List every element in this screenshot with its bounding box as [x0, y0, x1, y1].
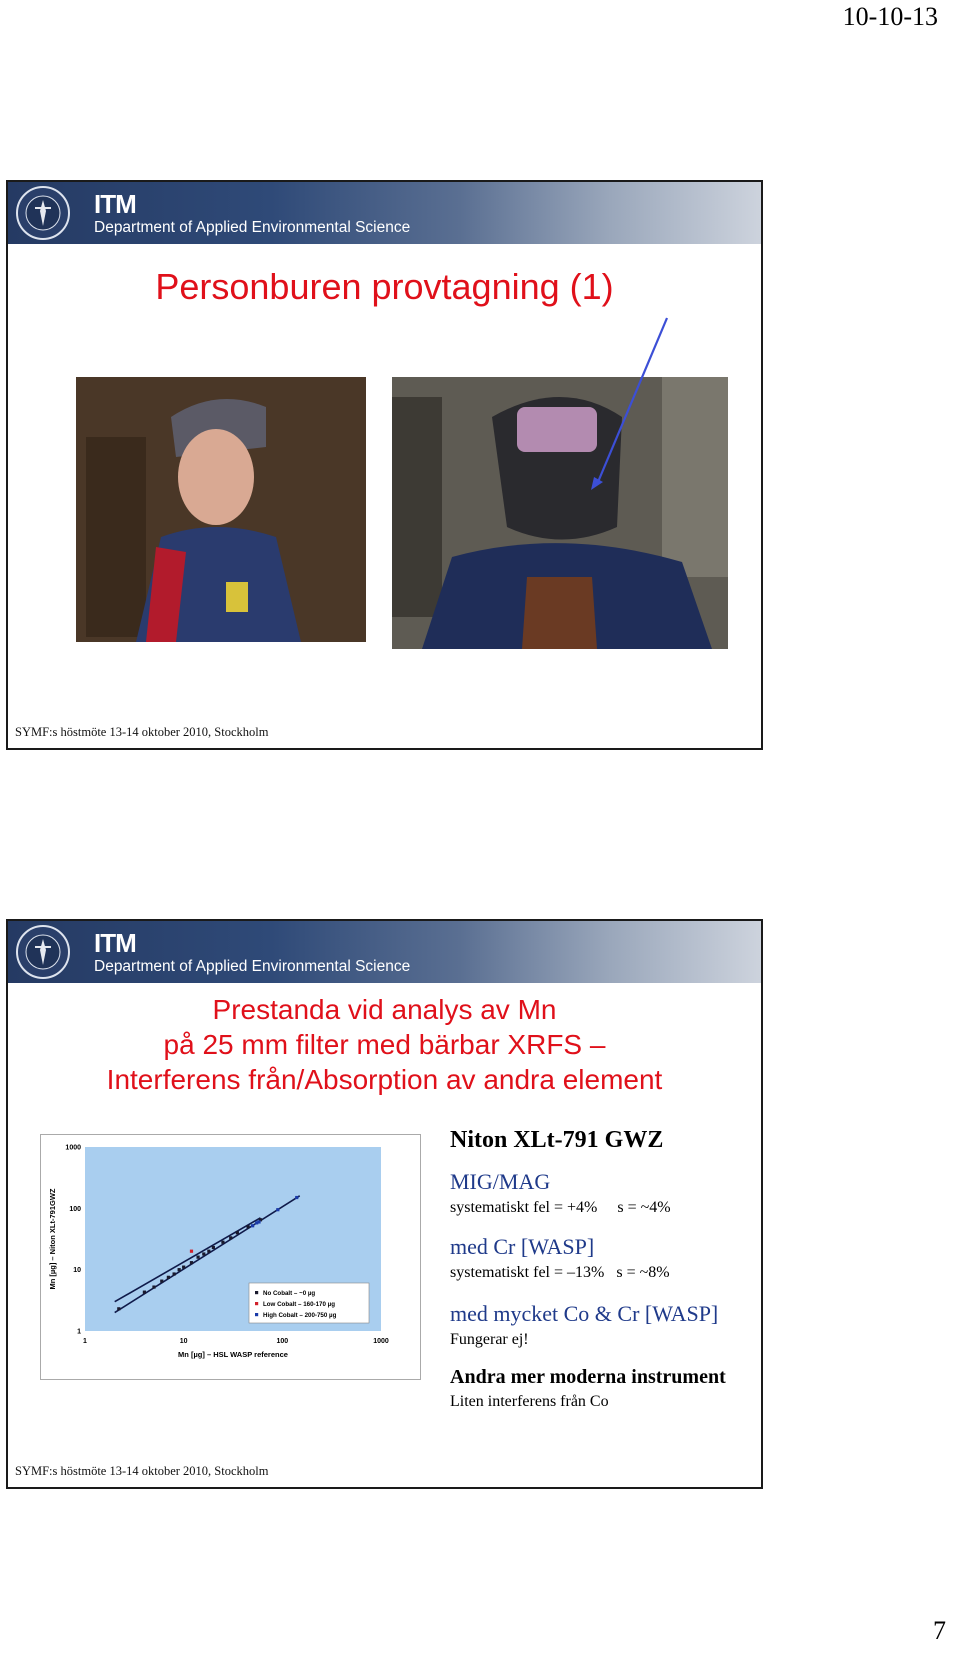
page-number: 7 — [933, 1616, 946, 1645]
y-tick-label: 10 — [73, 1267, 81, 1275]
legend-marker — [255, 1291, 258, 1294]
slide-title-line-1: Prestanda vid analys av Mn — [212, 994, 557, 1025]
y-tick-label: 1000 — [65, 1144, 81, 1152]
mig-mag-heading: MIG/MAG — [450, 1169, 551, 1194]
modern-instruments-heading: Andra mer moderna instrument — [450, 1366, 726, 1388]
data-point — [207, 1250, 210, 1253]
x-tick-label: 1 — [83, 1338, 87, 1345]
slide-1 — [6, 180, 763, 750]
slide-title: Personburen provtagning (1) — [155, 266, 614, 307]
data-point — [160, 1280, 163, 1283]
data-point — [212, 1246, 215, 1249]
data-point — [152, 1285, 155, 1288]
calibration-chart-svg — [41, 1135, 420, 1379]
co-cr-heading: med mycket Co & Cr [WASP] — [450, 1301, 719, 1326]
data-point — [190, 1250, 193, 1253]
x-axis-label: Mn [µg] – HSL WASP reference — [178, 1350, 288, 1359]
itm-label: ITM — [94, 928, 136, 958]
data-point — [196, 1256, 199, 1259]
instrument-name: Niton XLt-791 GWZ — [450, 1127, 664, 1153]
legend-label: No Cobalt – ~0 µg — [263, 1290, 316, 1297]
legend-marker — [255, 1302, 258, 1305]
slide-title-line-3: Interferens från/Absorption av andra element — [106, 1064, 663, 1095]
data-point — [117, 1307, 120, 1310]
cr-heading: med Cr [WASP] — [450, 1234, 595, 1259]
stockholm-university-logo-icon — [11, 923, 75, 981]
slide-2 — [6, 919, 763, 1489]
legend-label: Low Cobalt – 160-170 µg — [263, 1301, 335, 1308]
page-date: 10-10-13 — [842, 2, 938, 31]
data-point — [251, 1224, 254, 1227]
department-label: Department of Applied Environmental Science — [94, 958, 411, 975]
slide-footer: SYMF:s höstmöte 13-14 oktober 2010, Stockholm — [15, 1464, 269, 1478]
mig-mag-detail: systematiskt fel = +4% s = ~4% — [450, 1199, 671, 1216]
data-point — [257, 1220, 260, 1223]
slide-footer: SYMF:s höstmöte 13-14 oktober 2010, Stockholm — [15, 725, 269, 739]
data-point — [167, 1276, 170, 1279]
y-tick-label: 1 — [77, 1328, 81, 1336]
itm-label: ITM — [94, 189, 136, 219]
calibration-chart — [40, 1134, 421, 1380]
department-label: Department of Applied Environmental Science — [94, 219, 411, 236]
data-point — [221, 1241, 224, 1244]
x-tick-label: 10 — [179, 1338, 188, 1345]
pointer-arrow — [8, 182, 763, 750]
y-axis-label: Mn [µg] – Niton XLt-791GWZ — [48, 1188, 57, 1290]
data-point — [143, 1291, 146, 1294]
header-banner — [8, 921, 761, 983]
x-tick-label: 1000 — [373, 1338, 389, 1345]
y-tick-label: 100 — [69, 1205, 81, 1213]
slide-title-line-2: på 25 mm filter med bärbar XRFS – — [163, 1029, 606, 1060]
data-point — [190, 1261, 193, 1264]
data-point — [247, 1225, 250, 1228]
cr-detail: systematiskt fel = –13% s = ~8% — [450, 1264, 670, 1281]
data-point — [173, 1272, 176, 1275]
legend-label: High Cobalt – 200-750 µg — [263, 1312, 337, 1319]
x-tick-label: 100 — [276, 1338, 289, 1345]
data-point — [182, 1266, 185, 1269]
slide-title — [8, 992, 761, 1097]
data-point — [229, 1236, 232, 1239]
modern-instruments-detail: Liten interferens från Co — [450, 1393, 609, 1410]
data-point — [202, 1252, 205, 1255]
data-point — [236, 1231, 239, 1234]
data-point — [295, 1196, 298, 1199]
legend-marker — [255, 1313, 258, 1316]
data-point — [276, 1208, 279, 1211]
co-cr-detail: Fungerar ej! — [450, 1331, 529, 1348]
data-point — [178, 1268, 181, 1271]
